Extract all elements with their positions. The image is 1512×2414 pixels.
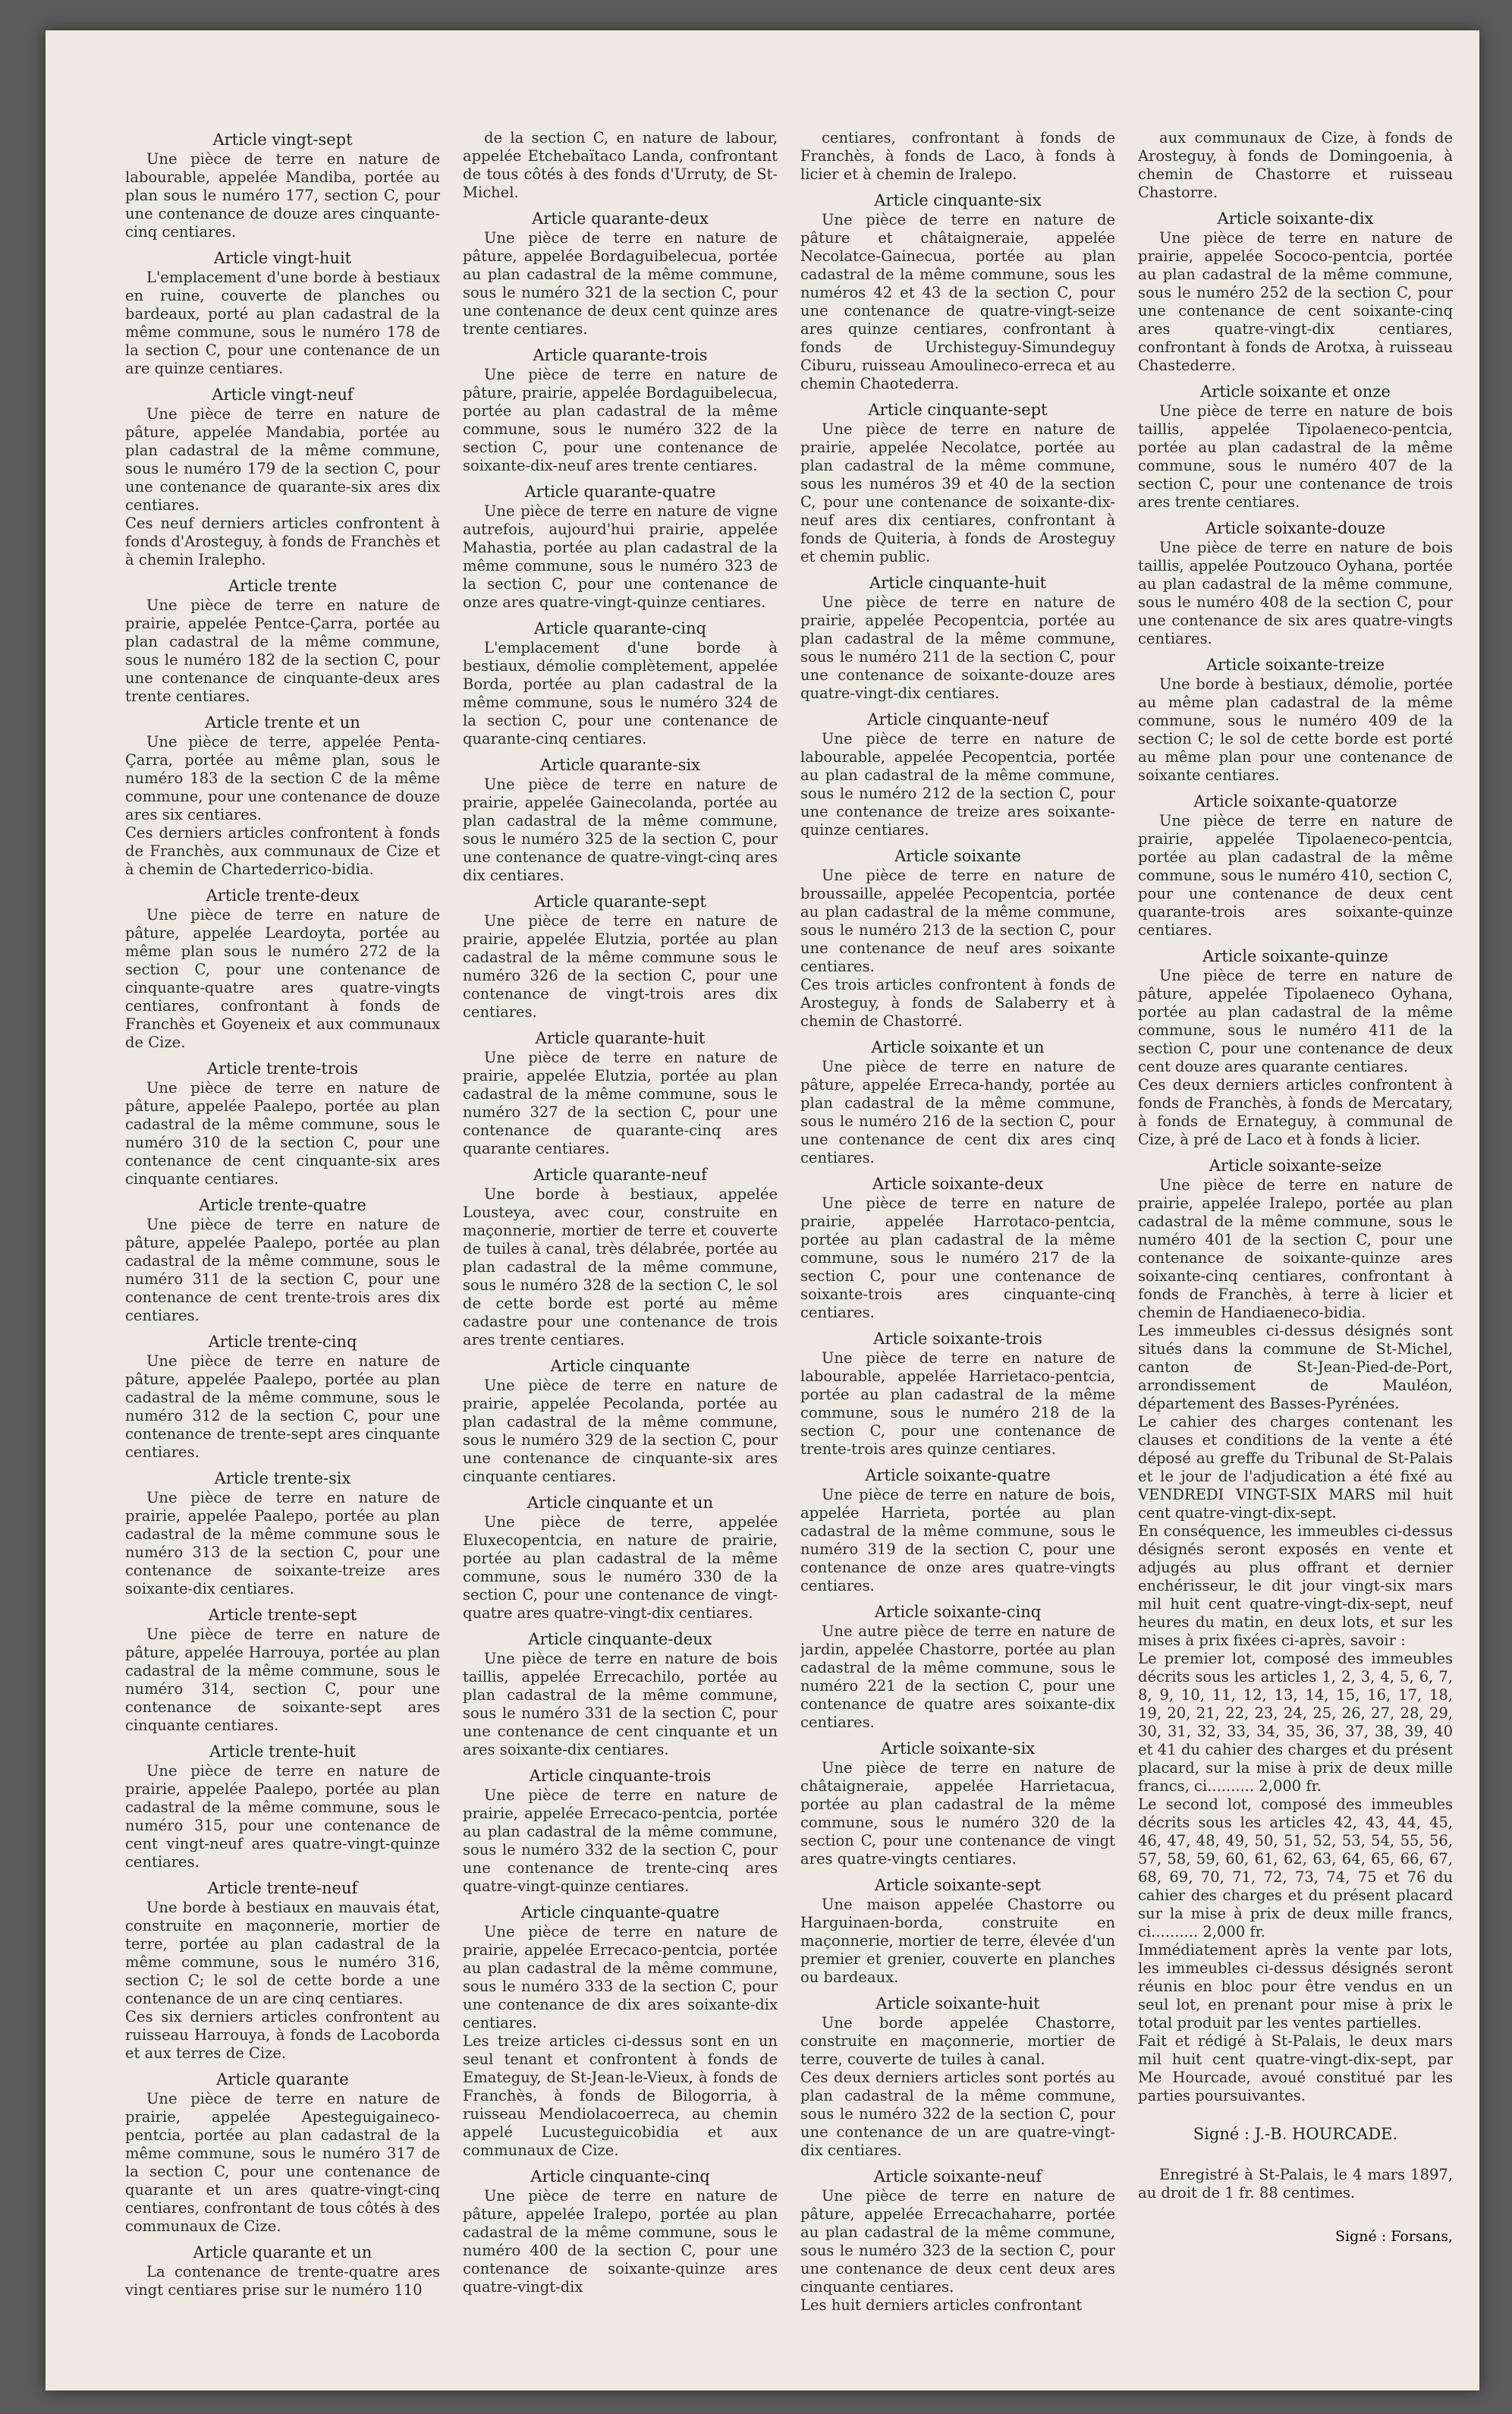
article-heading: Article quarante-huit (535, 1029, 706, 1047)
article-heading: Article soixante-deux (872, 1175, 1044, 1193)
article-text: Une pièce de terre en nature de pâture, appelée Erreca-handy, portée au plan cadastral de la même commune, sous le numéro 216 de la section C, pour une contenance de cent dix ares cinq centiares. (800, 1058, 1115, 1166)
article (125, 1468, 440, 1598)
article-text: Une pièce de terre en nature de pâture, appelée Tipolaeneco Oyhana, portée au plan cadastral de la même commune, sous le numéro 411 de la section C, pour une contenance de deux cent douze ares quarante centiares. Ces deux derniers articles confrontent à fonds de Franchès, à fonds de Mercatary, à fonds de Ernateguy, à communal de Cize, à pré de Laco et à fonds à licier. (1138, 967, 1453, 1148)
article-text: Une pièce de terre en nature de pâture, appelée Paalepo, portée au plan cadastral de la même commune, sous le numéro 312 de la section C, pour une contenance de trente-sept ares cinquante centiares. (125, 1352, 440, 1461)
article-heading: Article trente-sept (208, 1606, 357, 1624)
article (463, 1028, 778, 1158)
article (800, 1601, 1115, 1732)
article-text: Une pièce de terre en nature de prairie, appelée Pentce-Çarra, portée au plan cadastral de la même commune, sous le numéro 182 de la section C, pour une contenance de cinquante-deux ares trente centiares. (125, 596, 440, 705)
article (463, 618, 778, 748)
article-text: centiares, confrontant à fonds de Franchès, à fonds de Laco, à fonds à licier et à chemin de Iralepo. (800, 129, 1115, 183)
article-heading: Article quarante-sept (534, 892, 706, 911)
article-heading: Article cinquante-sept (868, 401, 1048, 419)
article-heading: Article trente-huit (209, 1742, 356, 1761)
article-heading: Article trente et un (205, 713, 360, 732)
registration: Enregistré à St-Palais, le 4 mars 1897, au droit de 1 fr. 88 centimes. (1138, 2166, 1453, 2202)
article (463, 1164, 778, 1349)
article-heading: Article soixante-quatre (865, 1466, 1051, 1484)
article-heading: Article trente (228, 577, 338, 595)
article-text: L'emplacement d'une borde à bestiaux en ruine, couverte de planches ou bardeaux, porté au plan cadastral de la même commune, sous le numéro 178 de la section C, pour une contenance de un are quinze centiares. (125, 269, 440, 377)
article-heading: Article trente-cinq (208, 1333, 357, 1351)
article-text: Une pièce de terre en nature de prairie, appelée Elutzia, portée au plan cadastral de la même commune sous le numéro 326 de la section C, pour une contenance de vingt-trois ares dix centiares. (463, 912, 778, 1021)
column-1 (125, 129, 440, 2353)
article (463, 1355, 778, 1486)
article (463, 208, 778, 338)
article (1138, 208, 1453, 375)
article-text: Une borde à bestiaux, démolie, portée au même plan cadastral de la même commune, sous le numéro 409 de la section C; le sol de cette borde est porté au même plan pour une contenance de soixante centiares. (1138, 675, 1453, 784)
article-heading: Article soixante-quatorze (1193, 792, 1397, 810)
article-text: Une pièce de terre en nature de labourable, appelée Mandiba, portée au plan sous le numéro 177, section C, pour une contenance de douze ares cinquante-cinq centiares. (125, 150, 440, 241)
article (800, 1874, 1115, 1987)
article-heading: Article soixante-sept (874, 1876, 1041, 1894)
article-heading: Article vingt-sept (212, 131, 353, 149)
article-text: Une pièce de terre en nature de labourable, appelée Pecopentcia, portée au plan cadastral de la même commune, sous le numéro 212 de la section C, pour une contenance de treize ares soixante-quinze centiares. (800, 730, 1115, 839)
article (1138, 381, 1453, 511)
article (800, 1993, 1115, 2160)
article-text: Une pièce de terre en nature de pâture, appelée Mandabia, portée au plan cadastral de la même commune, sous le numéro 179 de la section C, pour une contenance de quarante-six ares dix centiares. Ces neuf derniers articles confrontent à fonds d'Arosteguy, à fonds de Franchès et à chemin Iralepho. (125, 405, 440, 568)
article (1138, 946, 1453, 1149)
article-heading: Article soixante-treize (1206, 656, 1385, 674)
article (125, 1877, 440, 2063)
article-heading: Article soixante-six (880, 1739, 1036, 1758)
article (800, 190, 1115, 393)
article-text: Une maison appelée Chastorre ou Harguinaen-borda, construite en maçonnerie, mortier de terre, élevée d'un premier et grenier, couverte en planches ou bardeaux. (800, 1896, 1115, 1986)
article-heading: Article cinquante-huit (869, 574, 1047, 592)
article (463, 754, 778, 885)
article (125, 1058, 440, 1188)
article-text: Une pièce de terre en nature de châtaigneraie, appelée Harrietacua, portée au plan cadastral de la même commune, sous le numéro 320 de la section C, pour une contenance de vingt ares quatre-vingts centiares. (800, 1759, 1115, 1868)
article-heading: Article trente-deux (206, 886, 360, 905)
article-text: Une pièce de terre en nature de pâture, appelée Bordaguibelecua, portée au plan cadastral de la même commune, sous le numéro 321 de la section C, pour une contenance de deux cent quinze ares trente centiares. (463, 229, 778, 338)
article-text: Une pièce de terre en nature de pâture et châtaigneraie, appelée Necolatce-Gainecua, portée au plan cadastral de la même commune, sous les numéros 42 et 43 de la section C, pour une contenance de quatre-vingt-seize ares quinze centiares, confrontant à fonds de Urchisteguy-Simundeguy Ciburu, ruisseau Amoulineco-erreca et au chemin Chaotederra. (800, 211, 1115, 392)
article-text: Une autre pièce de terre en nature de jardin, appelée Chastorre, portée au plan cadastral de la même commune, sous le numéro 221 de la section C, pour une contenance de quatre ares soixante-dix centiares. (800, 1622, 1115, 1731)
article-heading: Article cinquante (550, 1357, 690, 1375)
article-text: Une pièce de terre en nature de pâture, appelée Errecachaharre, portée au plan cadastral de la même commune, sous le numéro 323 de la section C, pour une contenance de deux cent deux ares cinquante centiares. Les huit derniers articles confrontant (800, 2187, 1115, 2314)
article-text: Une pièce de terre en nature de prairie, appelée Errecaco-pentcia, portée au plan cadastral de la même commune, sous le numéro 332 de la section C, pour une contenance de trente-cinq ares quatre-vingt-quinze centiares. (463, 1786, 778, 1895)
article-text: Une pièce de terre en nature de prairie, appelée Gainecolanda, portée au plan cadastral de la même commune, sous le numéro 325 de la section C, pour une contenance de quatre-vingt-cinq ares dix centiares. (463, 776, 778, 884)
article-text: Une borde à bestiaux en mauvais état, construite en maçonnerie, mortier de terre, portée au plan cadastral de la même commune, sous le numéro 316, section C; le sol de cette borde a une contenance de un are cinq centiares. Ces six derniers articles confrontent au ruisseau Harrouya, à fonds de Lacoborda et aux terres de Cize. (125, 1899, 440, 2062)
article (463, 1492, 778, 1622)
article (800, 1328, 1115, 1459)
article-text: Une pièce de terre en nature de prairie, appelée Paalepo, portée au plan cadastral de la même commune, sous le numéro 315, pour une contenance de cent vingt-neuf ares quatre-vingt-quinze centiares. (125, 1762, 440, 1871)
article (463, 1629, 778, 1759)
article (125, 2069, 440, 2236)
article-text: Une pièce de terre en nature de prairie, appelée Harrotaco-pentcia, portée au plan cadastral de la même commune, sous le numéro 217 de la section C, pour une contenance de soixante-trois ares cinquante-cinq centiares. (800, 1194, 1115, 1321)
article-text: Une pièce de terre en nature de prairie, appelée Necolatce, portée au plan cadastral de la même commune, sous les numéros 39 et 40 de la section C, pour une contenance de soixante-dix-neuf ares dix centiares, confrontant à fonds de Quiteria, à fonds de Arosteguy et chemin public. (800, 420, 1115, 565)
article-heading: Article trente-quatre (199, 1196, 366, 1214)
article-heading: Article cinquante-six (874, 191, 1042, 209)
article-heading: Article soixante-cinq (874, 1603, 1042, 1621)
article-text: Une pièce de terre en nature de pâture, appelée Paalepo, portée au plan cadastral de la même commune, sous le numéro 311 de la section C, pour une contenance de cent trente-trois ares dix centiares. (125, 1216, 440, 1324)
article (125, 885, 440, 1052)
article-text: La contenance de trente-quatre ares vingt centiares prise sur le numéro 110 (125, 2263, 440, 2299)
article (463, 1902, 778, 2160)
article-heading: Article quarante-quatre (524, 483, 716, 501)
article-heading: Article cinquante-cinq (530, 2167, 710, 2186)
article (800, 2166, 1115, 2315)
article (800, 1037, 1115, 1167)
article-text: Une pièce de terre en nature de prairie, appelée Apesteguigaineco-pentcia, portée au plan cadastral de la même commune, sous le numéro 317 de la section C, pour une contenance de quarante et un ares quatre-vingt-cinq centiares, confrontant de tous côtés à des communaux de Cize. (125, 2090, 440, 2235)
article (125, 1741, 440, 1871)
text-columns (125, 129, 1453, 2353)
article (800, 129, 1115, 184)
article-heading: Article trente-neuf (207, 1879, 358, 1897)
article-text: Une pièce de terre en nature de vigne autrefois, aujourd'hui prairie, appelée Mahastia, portée au plan cadastral de la même commune, sous le numéro 323 de la section C, pour une contenance de onze ares quatre-vingt-quinze centiares. (463, 502, 778, 611)
article-heading: Article cinquante-deux (528, 1630, 712, 1648)
article-text: Une pièce de terre en nature de pâture, appelée Iralepo, portée au plan cadastral de la même commune, sous le numéro 400 de la section C, pour une contenance de soixante-quinze ares quatre-vingt-dix (463, 2187, 778, 2296)
article (125, 712, 440, 879)
column-3 (800, 129, 1115, 2353)
article-text: Une pièce de terre en nature de prairie, appelée Tipolaeneco-pentcia, portée au plan cadastral de la même commune, sous le numéro 410, section C, pour une contenance de deux cent quarante-trois ares soixante-quinze centiares. (1138, 812, 1453, 939)
article-heading: Article quarante-six (540, 756, 700, 774)
article (1138, 654, 1453, 785)
article (1138, 518, 1453, 648)
article (800, 572, 1115, 703)
signature-forsans: Signé : Forsans, (1335, 2228, 1453, 2245)
article-text: Une borde appelée Chastorre, construite en maçonnerie, mortier de terre, couverte de tuiles à canal. Ces deux derniers articles sont portés au plan cadastral de la même commune, sous le numéro 322 de la section C, pour une contenance de un are quatre-vingt-dix centiares. (800, 2014, 1115, 2159)
article-text: Une pièce de terre en nature de prairie, appelée Paalepo, portée au plan cadastral de la même commune sous le numéro 313 de la section C, pour une contenance de soixante-treize ares soixante-dix centiares. (125, 1489, 440, 1597)
article (463, 481, 778, 612)
article-heading: Article soixante-seize (1209, 1157, 1382, 1175)
article (800, 845, 1115, 1031)
article-text: Une pièce de terre en nature de prairie, appelée Pecolanda, portée au plan cadastral de la même commune, sous le numéro 329 de la section C, pour une contenance de cinquante-six ares cinquante centiares. (463, 1377, 778, 1485)
article-heading: Article soixante-quinze (1202, 947, 1388, 965)
article (463, 129, 778, 202)
article-heading: Article trente-trois (207, 1059, 358, 1078)
article-text: de la section C, en nature de labour, appelée Etchebaïtaco Landa, confrontant de tous côtés à des fonds d'Urruty, de St-Michel. (463, 129, 778, 201)
article (800, 399, 1115, 566)
article (800, 1465, 1115, 1595)
article-heading: Article quarante-trois (533, 346, 708, 364)
article-text: Une pièce de terre en nature de bois taillis, appelée Tipolaeneco-pentcia, portée au plan cadastral de la même commune, sous le numéro 407 de la section C, pour une contenance de trois ares trente centiares. (1138, 402, 1453, 511)
article (463, 1765, 778, 1896)
column-4 (1138, 129, 1453, 2353)
article-text: Une borde à bestiaux, appelée Lousteya, avec cour, construite en maçonnerie, mortier de terre et couverte de tuiles à canal, très délabrée, portée au plan cadastral de la même commune, sous le numéro 328 de la section C, le sol de cette borde est porté au même cadastre pour une contenance de trois ares trente centiares. (463, 1185, 778, 1349)
column-4-items (1138, 129, 1453, 2105)
article-heading: Article soixante et onze (1200, 382, 1391, 401)
signature: Signé : J.-B. HOURCADE. (1193, 2125, 1398, 2143)
article-text: Une pièce de terre en nature de pâture, appelée Paalepo, portée au plan cadastral de la même commune, sous le numéro 310 de la section C, pour une contenance de cent cinquante-six ares cinquante centiares. (125, 1079, 440, 1188)
article-heading: Article quarante-cinq (534, 619, 706, 637)
article-heading: Article trente-six (214, 1469, 351, 1487)
article (125, 1604, 440, 1735)
article-text: Une pièce de terre en nature de labourable, appelée Harrietaco-pentcia, portée au plan cadastral de la même commune, sous le numéro 218 de la section C, pour une contenance de trente-trois ares quinze centiares. (800, 1349, 1115, 1458)
article-text: Une pièce de terre en nature de bois taillis, appelée Errecachilo, portée au plan cadastral de la même commune, sous le numéro 331 de la section C, pour une contenance de cent cinquante et un ares soixante-dix centiares. (463, 1650, 778, 1758)
document-sheet (46, 30, 1479, 2390)
article-heading: Article soixante-trois (873, 1330, 1042, 1348)
article-heading: Article quarante et un (193, 2243, 372, 2261)
article (1138, 129, 1453, 202)
article-text: Une pièce de terre en nature de pâture, appelée Leardoyta, portée au même plan sous le numéro 272 de la section C, pour une contenance de cinquante-quatre ares quatre-vingts centiares, confrontant à fonds de Franchès et Goyeneix et aux communaux de Cize. (125, 906, 440, 1051)
article (1138, 791, 1453, 939)
article (463, 2166, 778, 2296)
article (125, 1194, 440, 1325)
article (800, 709, 1115, 839)
article-text: Une pièce de terre, appelée Eluxecopentcia, en nature de prairie, portée au plan cadastral de la même commune, sous le numéro 330 de la section C, pour une contenance de vingt-quatre ares quatre-vingt-dix centiares. (463, 1513, 778, 1622)
article (463, 345, 778, 475)
article (125, 2242, 440, 2299)
article-text: Une pièce de terre en nature de prairie, appelée Pecopentcia, portée au plan cadastral de la même commune, sous le numéro 211 de la section C, pour une contenance de soixante-douze ares quatre-vingt-dix centiares. (800, 593, 1115, 702)
article-heading: Article quarante-neuf (533, 1166, 707, 1184)
article-heading: Article soixante-douze (1205, 519, 1386, 537)
article-text: Une pièce de terre en nature de prairie, appelée Errecaco-pentcia, portée au plan cadastral de la même commune, sous le numéro 333 de la section C, pour une contenance de dix ares soixante-dix centiares. Les treize articles ci-dessus sont en un seul tenant et confrontent à fonds de Emateguy, de St-Jean-le-Vieux, à fonds de Franchès, à fonds de Bilogorria, à ruisseau Mendiolacoerreca, au chemin appelé Lucusteguicobidia et aux communaux de Cize. (463, 1923, 778, 2159)
article-text: L'emplacement d'une borde à bestiaux, démolie complètement, appelée Borda, portée au plan cadastral de la même commune, sous le numéro 324 de la section C, pour une contenance de quarante-cinq centiares. (463, 639, 778, 747)
article-heading: Article soixante-neuf (873, 2167, 1042, 2186)
article-heading: Article cinquante-trois (529, 1767, 712, 1785)
article (125, 129, 440, 241)
article (1138, 1155, 1453, 2105)
article-heading: Article quarante-deux (532, 209, 709, 228)
article (800, 1173, 1115, 1322)
article-heading: Article quarante (216, 2070, 349, 2088)
article-heading: Article soixante et un (871, 1038, 1045, 1056)
article-text: aux communaux de Cize, à fonds de Arosteguy, à fonds de Domingoenia, à chemin de Chastorre et ruisseau Chastorre. (1138, 129, 1453, 201)
article-text: Une pièce de terre, appelée Penta-Çarra, portée au même plan, sous le numéro 183 de la section C de la même commune, pour une contenance de douze ares six centiares. Ces derniers articles confrontent à fonds de Franchès, aux communaux de Cize et à chemin de Chartederrico-bidia. (125, 733, 440, 878)
article-text: Une pièce de terre en nature de prairie, appelée Sococo-pentcia, portée au plan cadastral de la même commune, sous le numéro 252 de la section C, pour une contenance de cent soixante-cinq ares quatre-vingt-dix centiares, confrontant à fonds de Arotxa, à ruisseau Chastederre. (1138, 229, 1453, 374)
article-heading: Article soixante-dix (1217, 209, 1374, 228)
article (800, 1738, 1115, 1868)
article-text: Une pièce de terre en nature de bois, appelée Harrieta, portée au plan cadastral de la même commune, sous le numéro 319 de la section C, pour une contenance de onze ares quatre-vingts centiares. (800, 1486, 1115, 1594)
article (125, 575, 440, 706)
article-heading: Article cinquante-neuf (867, 710, 1048, 729)
article (125, 247, 440, 378)
article-heading: Article soixante-huit (875, 1994, 1040, 2013)
article-text: Une pièce de terre en nature de pâture, appelée Harrouya, portée au plan cadastral de la même commune, sous le numéro 314, section C, pour une contenance de soixante-sept ares cinquante centiares. (125, 1626, 440, 1734)
article-heading: Article vingt-huit (213, 249, 352, 267)
article-heading: Article soixante (894, 847, 1021, 865)
article (125, 384, 440, 569)
article-heading: Article cinquante-quatre (520, 1903, 720, 1921)
article-text: Une pièce de terre en nature de prairie, appelée Iralepo, portée au plan cadastral de la même commune, sous le numéro 401 de la section C, pour une contenance de soixante-quinze ares soixante-cinq centiares, confrontant à fonds de Franchès, à terre à licier et chemin de Handiaeneco-bidia. Les immeubles ci-dessus désignés sont situés dans la commune de St-Michel, canton de St-Jean-Pied-de-Port, arrondissement de Mauléon, département des Basses-Pyrénées. Le cahier des charges contenant les clauses et conditions de la vente a été déposé au greffe du Tribunal de St-Palais et le jour de l'adjudication a été fixé au VENDREDI VINGT-SIX MARS mil huit cent quatre-vingt-dix-sept. En conséquence, les immeubles ci-dessus désignés seront exposés en vente et adjugés au plus offrant et dernier enchérisseur, le dit jour vingt-six mars mil huit cent quatre-vingt-dix-sept, neuf heures du matin, en deux lots, et sur les mises à prix fixées ci-après, savoir : Le premier lot, composé des immeubles décrits sous les articles 1, 2, 3, 4, 5, 6, 7, 8, 9, 10, 11, 12, 13, 14, 15, 16, 17, 18, 19, 20, 21, 22, 23, 24, 25, 26, 27, 28, 29, 30, 31, 32, 33, 34, 35, 36, 37, 38, 39, 40 et 41 du cahier des charges et du présent placard, sur la mise à prix de deux mille francs, ci.......... 2,000 fr. Le second lot, composé des immeubles décrits sous les articles 42, 43, 44, 45, 46, 47, 48, 49, 50, 51, 52, 53, 54, 55, 56, 57, 58, 59, 60, 61, 62, 63, 64, 65, 66, 67, 68, 69, 70, 71, 72, 73, 74, 75 et 76 du cahier des charges et du présent placard sur la mise à prix de deux mille francs, ci.......... 2,000 fr. Immédiatement après la vente par lots, les immeubles ci-dessus désignés seront réunis en bloc pour être vendus en un seul lot, en prenant pour mise à prix le total produit par les ventes partielles. Fait et rédigé à St-Palais, le deux mars mil huit cent quatre-vingt-dix-sept, par Me Hourcade, avoué constitué par les parties poursuivantes. (1138, 1176, 1453, 2104)
article (125, 1331, 440, 1462)
column-2 (463, 129, 778, 2353)
article-heading: Article cinquante et un (527, 1493, 714, 1512)
article-text: Une pièce de terre en nature de prairie, appelée Elutzia, portée au plan cadastral de la même commune, sous le numéro 327 de la section C, pour une contenance de quarante-cinq ares quarante centiares. (463, 1049, 778, 1157)
article-text: Une pièce de terre en nature de pâture, prairie, appelée Bordaguibelecua, portée au plan cadastral de la même commune, sous le numéro 322 de la section C, pour une contenance de soixante-dix-neuf ares trente centiares. (463, 366, 778, 474)
article-text: Une pièce de terre en nature de bois taillis, appelée Poutzouco Oyhana, portée au plan cadastral de la même commune, sous le numéro 408 de la section C, pour une contenance de six ares quatre-vingts centiares. (1138, 539, 1453, 647)
article-text: Une pièce de terre en nature de broussaille, appelée Pecopentcia, portée au plan cadastral de la même commune, sous le numéro 213 de la section C, pour une contenance de neuf ares soixante centiares. Ces trois articles confrontent à fonds de Arosteguy, à fonds de Salaberry et à chemin de Chastorré. (800, 867, 1115, 1030)
article-heading: Article vingt-neuf (212, 386, 354, 404)
article (463, 891, 778, 1021)
